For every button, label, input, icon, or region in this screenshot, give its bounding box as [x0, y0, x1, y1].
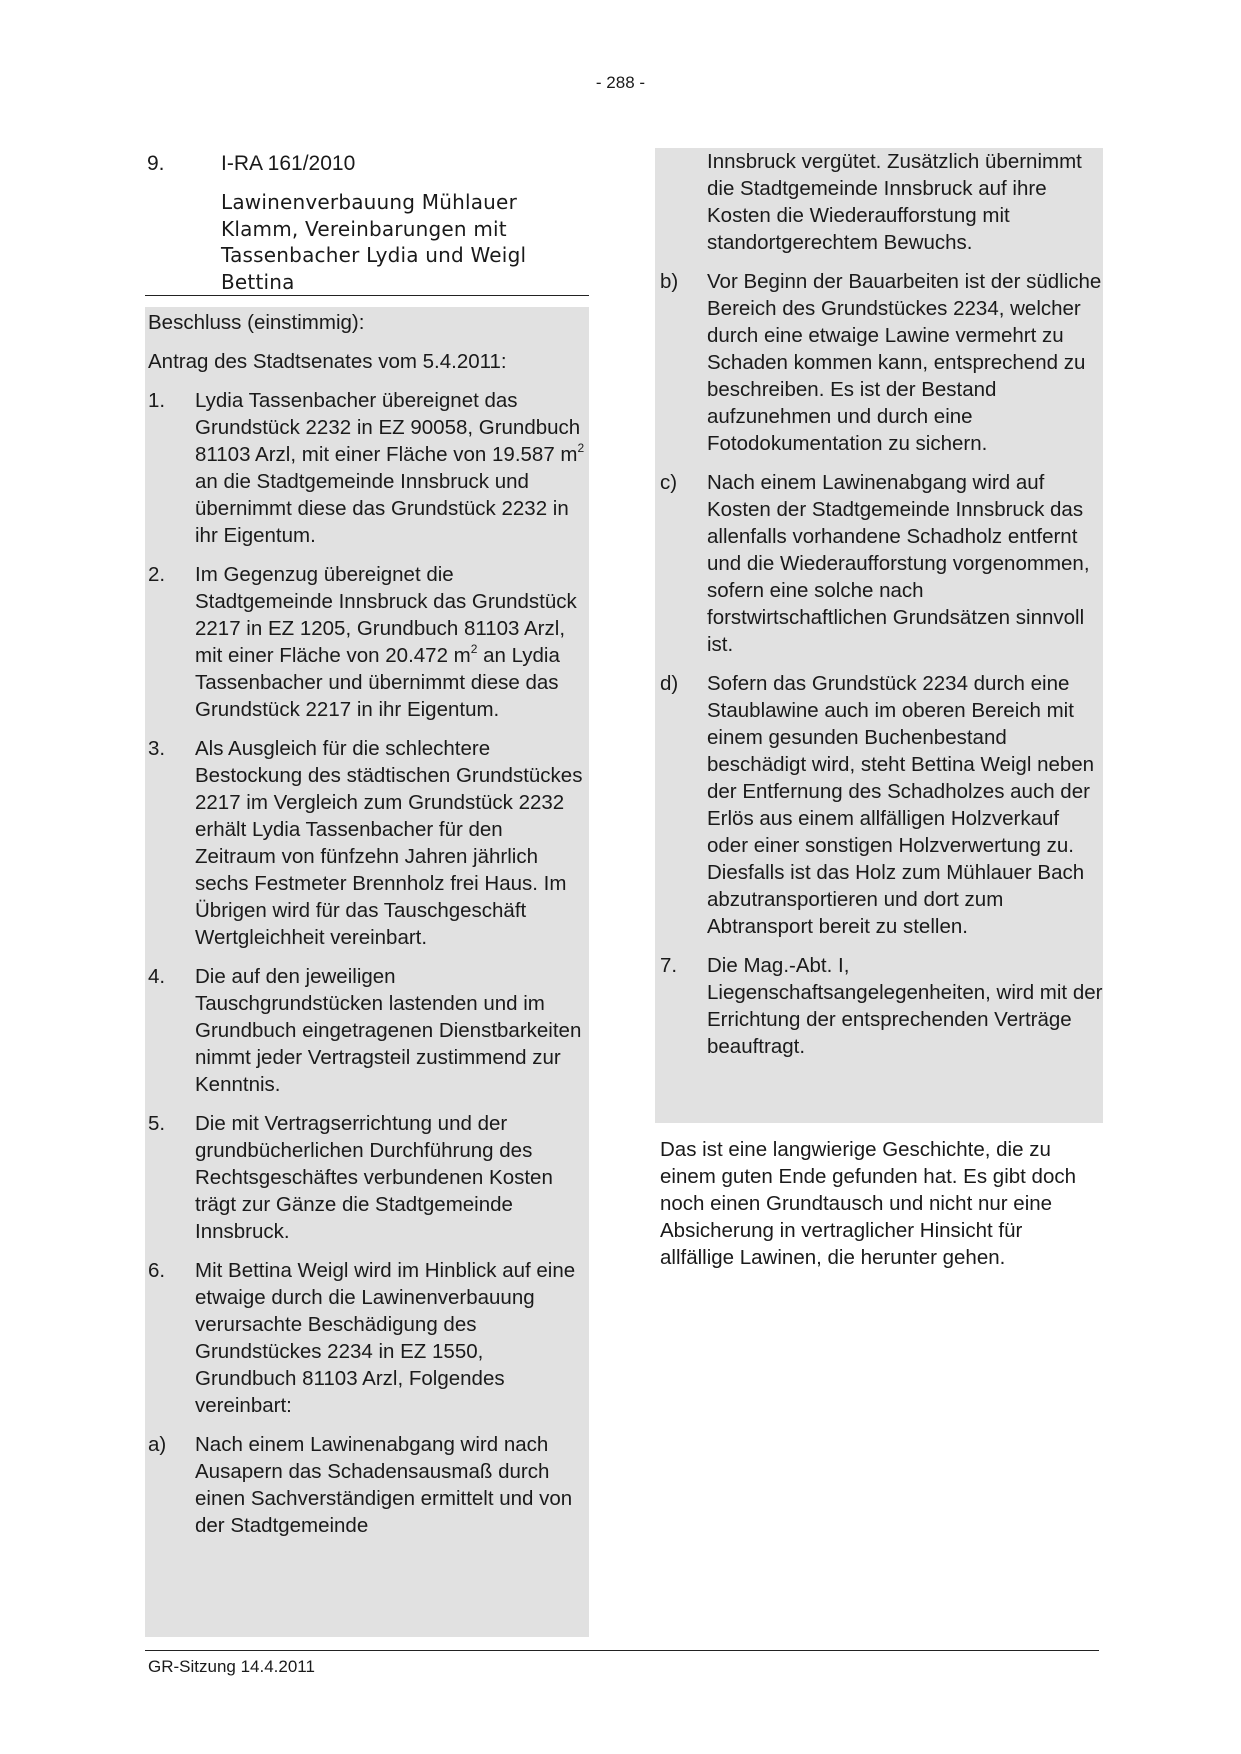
list-item: 6. Mit Bettina Weigl wird im Hinblick auf eine etwaige durch die Lawinenverbauung verursachte Beschädigung des Grundstückes 2234 in EZ 1550, Grundbuch 81103 Arzl, Folgendes vereinbart:	[148, 1259, 576, 1417]
motion-line: Antrag des Stadtsenates vom 5.4.2011:	[148, 350, 507, 373]
footer-divider	[145, 1650, 1099, 1651]
list-item: 2. Im Gegenzug übereignet die Stadtgemeinde Innsbruck das Grundstück 2217 in EZ 1205, Grundbuch 81103 Arzl, mit einer Fläche von 20.472 $m^2$ an Lydia Tassenbacher und übernimmt diese das Grundstück 2217 in ihr Eigentum.	[148, 563, 577, 721]
list-item: 5. Die mit Vertragserrichtung und der grundbücherlichen Durchführung des Rechtsgeschäftes verbundenen Kosten trägt zur Gänze die Stadtgemeinde Innsbruck.	[148, 1112, 553, 1243]
list-item: 4. Die auf den jeweiligen Tauschgrundstücken lastenden und im Grundbuch eingetragenen Dienstbarkeiten nimmt jeder Vertragsteil zustimmend zur Kenntnis.	[148, 965, 582, 1096]
list-item-7: 7. Die Mag.-Abt. I, Liegenschaftsangelegenheiten, wird mit der Errichtung der entsprechenden Verträge beauftragt.	[660, 954, 1103, 1058]
sub-item-a-continued: Innsbruck vergütet. Zusätzlich übernimmt die Stadtgemeinde Innsbruck auf ihre Kosten die Wiederaufforstung mit standortgerechtem Bewuchs.	[707, 150, 1082, 254]
right-column	[660, 148, 1103, 1072]
list-item: 3. Als Ausgleich für die schlechtere Bestockung des städtischen Grundstückes 2217 im Vergleich zum Grundstück 2232 erhält Lydia Tassenbacher für den Zeitraum von fünfzehn Jahren jährlich sechs Festmeter Brennholz frei Haus. Im Übrigen wird für das Tauschgeschäft Wertgleichheit vereinbart.	[148, 737, 583, 949]
agenda-divider	[145, 295, 589, 296]
sub-item-c: c) Nach einem Lawinenabgang wird auf Kosten der Stadtgemeinde Innsbruck das allenfalls vorhandene Schadholz entfernt und die Wiederaufforstung vorgenommen, sofern eine solche nach forstwirtschaftlichen Grundsätzen sinnvoll ist.	[660, 471, 1090, 656]
list-item: 1. Lydia Tassenbacher übereignet das Grundstück 2232 in EZ 90058, Grundbuch 81103 Arzl, mit einer Fläche von 19.587 $m^2$ an die Stadtgemeinde Innsbruck und übernimmt diese das Grundstück 2232 in ihr Eigentum.	[148, 389, 585, 547]
page-number: - 288 -	[595, 73, 646, 92]
agenda-title: Lawinenverbauung Mühlauer Klamm, Vereinbarungen mit Tassenbacher Lydia und Weigl Bettina	[221, 190, 527, 294]
footer-text: GR-Sitzung 14.4.2011	[148, 1657, 315, 1676]
agenda-header	[147, 150, 587, 295]
decision-heading: Beschluss (einstimmig):	[148, 311, 365, 334]
agenda-reference: I-RA 161/2010	[221, 152, 356, 175]
left-column	[148, 309, 588, 1551]
sub-item-d: d) Sofern das Grundstück 2234 durch eine Staublawine auch im oberen Bereich mit einem gesunden Buchenbestand beschädigt wird, steht Bettina Weigl neben der Entfernung des Schadholzes auch der Erlös aus einem allfälligen Holzverkauf oder einer sonstigen Holzverwertung zu. Diesfalls ist das Holz zum Mühlauer Bach abzutransportieren und dort zum Abtransport bereit zu stellen.	[660, 672, 1095, 938]
agenda-number: 9.	[147, 152, 165, 175]
closing-paragraph: Das ist eine langwierige Geschichte, die zu einem guten Ende gefunden hat. Es gibt doch noch einen Grundtausch und nicht nur eine Absicherung in vertraglicher Hinsicht für allfällige Lawinen, die herunter gehen.	[660, 1138, 1077, 1269]
sub-item-b: b) Vor Beginn der Bauarbeiten ist der südliche Bereich des Grundstückes 2234, welcher durch eine etwaige Lawine vermehrt zu Schaden kommen kann, entsprechend zu beschreiben. Es ist der Bestand aufzunehmen und durch eine Fotodokumentation zu sichern.	[660, 270, 1102, 455]
sub-item-a: a) Nach einem Lawinenabgang wird nach Ausapern das Schadensausmaß durch einen Sachverständigen ermittelt und von der Stadtgemeinde	[148, 1433, 573, 1537]
